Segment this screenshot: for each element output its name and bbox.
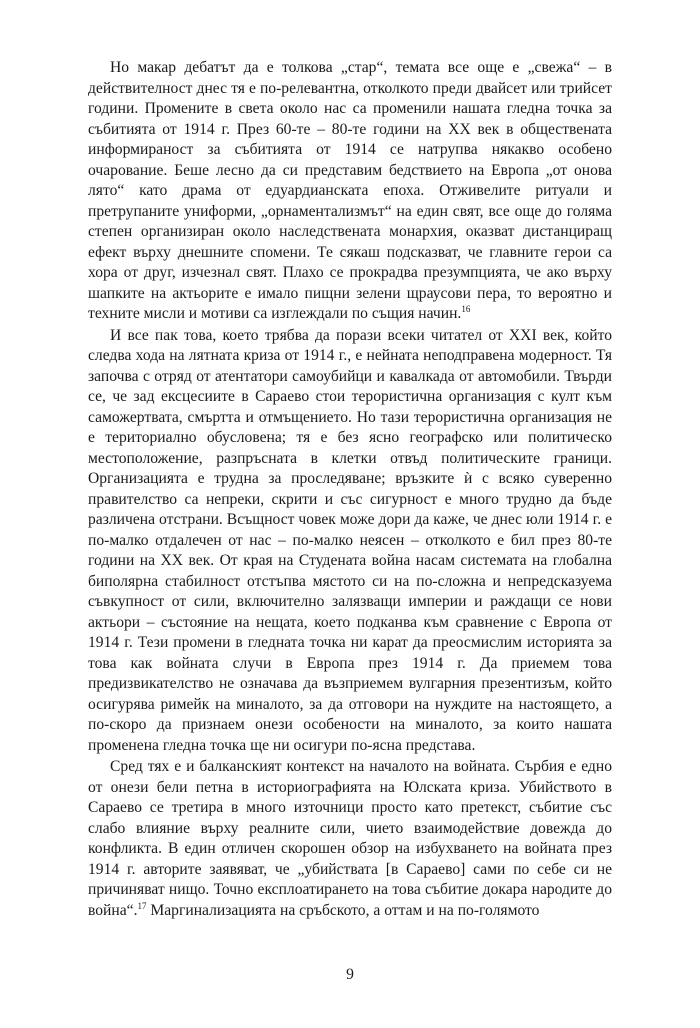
paragraph-1 — [88, 58, 612, 325]
paragraph-2 — [88, 326, 612, 757]
footnote-ref-17[interactable]: 17 — [137, 900, 147, 911]
paragraph-3-continuation: Маргинализацията на сръбското, а оттам и на по-голямото — [146, 901, 540, 919]
footnote-ref-16[interactable]: 16 — [461, 303, 471, 314]
paragraph-3 — [88, 757, 612, 921]
page-body — [88, 58, 612, 921]
paragraph-2-text: И все пак това, което трябва да порази всеки читател от XXI век, който следва хода на лятната криза от 1914 г., е нейната неподправена модерност. Тя започва с отряд от атентатори самоубийци и кавалкада от автомобили. Твърди се, че зад ексцесиите в Сараево стои терористична организация с култ към саможертвата, смъртта и отмъщението. Но тази терористична организация не е териториално обусловена; тя е без ясно географско или политическо местоположение, разпръсната в клетки отвъд политическите граници. Организацията е трудна за проследяване; връзките ѝ с всяко суверенно правителство са непреки, скрити и със сигурност е много трудно да бъде различена отстрани. Всъщност човек може дори да каже, че днес юли 1914 г. е по-малко отдалечен от нас – по-малко неясен – отколкото е бил през 80-те години на XX век. От края на Студената война насам системата на глобална биполярна стабилност отстъпва мястото си на по-сложна и непредсказуема съвкупност от сили, включително залязващи империи и раждащи се нови актьори – състояние на нещата, което подканва към сравнение с Европа от 1914 г. Тези промени в гледната точка ни карат да преосмислим историята за това как войната случи в Европа през 1914 г. Да приемем това предизвикателство не означава да възприемем вулгарния презентизъм, който осигурява римейк на миналото, за да отговори на нуждите на настоящето, а по-скоро да признаем онези особености на миналото, за които нашата променена гледна точка ще ни осигури по-ясна представа. — [88, 326, 612, 754]
paragraph-3-text: Сред тях е и балканският контекст на началото на войната. Сърбия е едно от онези бели петна в историографията на Юлската криза. Убийството в Сараево се третира в много източници просто като претекст, събитие със слабо влияние върху реалните сили, чието взаимодействие довежда до конфликта. В един отличен скорошен обзор на избухването на войната през 1914 г. авторите заявяват, че „убийствата [в Сараево] сами по себе си не причиняват нищо. Точно експлоатирането на това събитие докара народите до война“. — [88, 758, 612, 919]
page-number: 9 — [346, 966, 354, 983]
paragraph-1-text: Но макар дебатът да е толкова „стар“, темата все още е „свежа“ – в действителност днес тя е по-релевантна, отколкото преди двайсет или трийсет години. Промените в света около нас са променили нашата гледна точка за събитията от 1914 г. През 60-те – 80-те години на XX век в обществената информираност за събитията от 1914 се натрупва някакво особено очарование. Беше лесно да си представим бедствието на Европа „от онова лято“ като драма от едуардианската епоха. Отживелите ритуали и претрупаните униформи, „орнаментализмът“ на един свят, все още до голяма степен организиран около наследствената монархия, оказват дистанциращ ефект върху днешните спомени. Те сякаш подсказват, че главните герои са хора от друг, изчезнал свят. Плахо се прокрадва презумпцията, че ако върху шапките на актьорите е имало пищни зелени щраусови пера, то вероятно и техните мисли и мотиви са изглеждали по същия начин. — [88, 59, 612, 322]
